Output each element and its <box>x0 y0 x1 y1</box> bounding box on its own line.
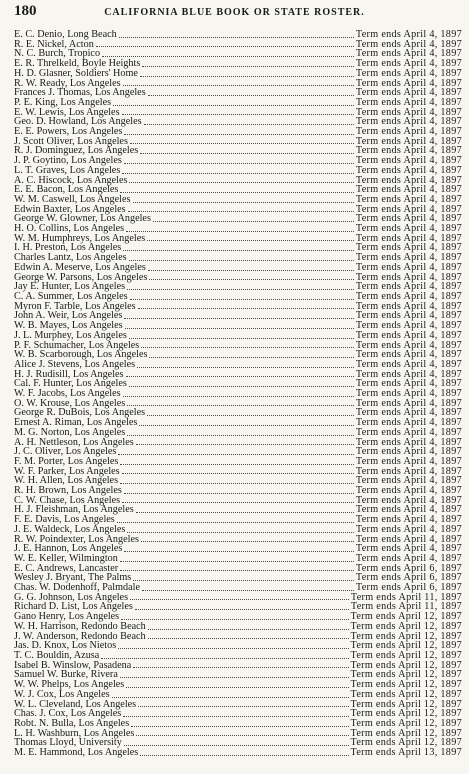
entry-name: Edwin A. Meserve, Los Angeles <box>14 261 146 273</box>
entry-name: W. F. Parker, Los Angeles <box>14 465 120 477</box>
dot-leader <box>101 657 348 659</box>
dot-leader <box>124 162 354 164</box>
entry-term: Term ends April 4, 1897 <box>355 465 462 477</box>
entry-name: W. B. Mayes, Los Angeles <box>14 320 123 332</box>
dot-leader <box>140 75 354 77</box>
entry-term: Term ends April 12, 1897 <box>350 688 462 700</box>
entry-term: Term ends April 4, 1897 <box>355 436 462 448</box>
entry-term: Term ends April 4, 1897 <box>355 155 462 167</box>
dot-leader <box>133 579 354 581</box>
dot-leader <box>102 55 354 57</box>
dot-leader <box>147 239 354 241</box>
dot-leader <box>148 637 349 639</box>
entry-term: Term ends April 4, 1897 <box>355 455 462 467</box>
entry-term: Term ends April 12, 1897 <box>350 630 462 642</box>
dot-leader <box>130 598 349 600</box>
entry-name: R. H. Brown, Los Angeles <box>14 485 122 497</box>
entry-term: Term ends April 6, 1897 <box>355 582 462 594</box>
entry-name: Gano Henry, Los Angeles <box>14 611 120 623</box>
dot-leader <box>136 734 348 736</box>
dot-leader <box>122 501 354 503</box>
dot-leader <box>142 65 354 67</box>
entry-term: Term ends April 4, 1897 <box>355 378 462 390</box>
entry-name: Cal. F. Hunter, Los Angeles <box>14 378 127 390</box>
entry-term: Term ends April 4, 1897 <box>355 339 462 351</box>
entry-term: Term ends April 4, 1897 <box>355 523 462 535</box>
roster-list <box>14 30 462 758</box>
dot-leader <box>149 356 353 358</box>
entry-name: H. D. Glasner, Soldiers' Home <box>14 67 138 79</box>
dot-leader <box>142 589 354 591</box>
entry-term: Term ends April 4, 1897 <box>355 38 462 50</box>
dot-leader <box>119 36 354 38</box>
entry-term: Term ends April 4, 1897 <box>355 310 462 322</box>
entry-term: Term ends April 4, 1897 <box>355 349 462 361</box>
entry-term: Term ends April 4, 1897 <box>355 446 462 458</box>
entry-name: E. E. Powers, Los Angeles <box>14 126 123 138</box>
entry-term: Term ends April 12, 1897 <box>350 727 462 739</box>
entry-name: P. E. King, Los Angeles <box>14 96 112 108</box>
dot-leader <box>129 337 354 339</box>
entry-term: Term ends April 4, 1897 <box>355 485 462 497</box>
entry-term: Term ends April 12, 1897 <box>350 708 462 720</box>
dot-leader <box>147 414 354 416</box>
dot-leader <box>122 172 354 174</box>
dot-leader <box>120 191 354 193</box>
dot-leader <box>124 492 354 494</box>
dot-leader <box>127 531 354 533</box>
entry-term: Term ends April 4, 1897 <box>355 232 462 244</box>
entry-term: Term ends April 4, 1897 <box>355 261 462 273</box>
entry-term: Term ends April 4, 1897 <box>355 116 462 128</box>
dot-leader <box>122 472 354 474</box>
entry-term: Term ends April 4, 1897 <box>355 417 462 429</box>
entry-name: M. G. Norton, Los Angeles <box>14 426 126 438</box>
entry-name: Wesley J. Bryant, The Palms <box>14 572 132 584</box>
entry-term: Term ends April 4, 1897 <box>355 184 462 196</box>
entry-name: E. C. Andrews, Lancaster <box>14 562 119 574</box>
entry-name: J. P. Goytino, Los Angeles <box>14 155 122 167</box>
page-number: 180 <box>14 3 37 19</box>
entry-name: H. J. Fleishman, Los Angeles <box>14 504 134 516</box>
dot-leader <box>126 686 348 688</box>
dot-leader <box>127 434 354 436</box>
entry-term: Term ends April 4, 1897 <box>355 213 462 225</box>
entry-name: I. H. Preston, Los Angeles <box>14 242 122 254</box>
entry-term: Term ends April 4, 1897 <box>355 358 462 370</box>
dot-leader <box>133 666 348 668</box>
entry-name: W. E. Keller, Wilmington <box>14 552 118 564</box>
entry-name: O. W. Krouse, Los Angeles <box>14 397 126 409</box>
dot-leader <box>124 744 349 746</box>
entry-term: Term ends April 4, 1897 <box>355 135 462 147</box>
entry-name: W. J. Cox, Los Angeles <box>14 688 110 700</box>
dot-leader <box>129 259 354 261</box>
entry-term: Term ends April 11, 1897 <box>350 601 462 613</box>
dot-leader <box>135 608 349 610</box>
entry-term: Term ends April 4, 1897 <box>355 96 462 108</box>
entry-term: Term ends April 4, 1897 <box>355 281 462 293</box>
entry-name: W. H. Harrison, Redondo Beach <box>14 620 146 632</box>
entry-term: Term ends April 12, 1897 <box>350 669 462 681</box>
entry-name: H. J. Rudisill, Los Angeles <box>14 368 124 380</box>
dot-leader <box>148 269 354 271</box>
entry-name: Thomas Lloyd, University <box>14 737 122 749</box>
entry-name: W. B. Scarborough, Los Angeles <box>14 349 148 361</box>
dot-leader <box>130 298 354 300</box>
entry-name: H. O. Collins, Los Angeles <box>14 223 125 235</box>
entry-term: Term ends April 4, 1897 <box>355 67 462 79</box>
entry-term: Term ends April 4, 1897 <box>355 126 462 138</box>
entry-term: Term ends April 4, 1897 <box>355 368 462 380</box>
dot-leader <box>126 375 354 377</box>
dot-leader <box>117 521 354 523</box>
entry-name: P. F. Schumacher, Los Angeles <box>14 339 140 351</box>
entry-term: Term ends April 4, 1897 <box>355 397 462 409</box>
entry-term: Term ends April 4, 1897 <box>355 514 462 526</box>
entry-name: Edwin Baxter, Los Angeles <box>14 203 126 215</box>
dot-leader <box>141 540 354 542</box>
dot-leader <box>120 482 354 484</box>
dot-leader <box>96 45 354 47</box>
entry-term: Term ends April 4, 1897 <box>355 164 462 176</box>
dot-leader <box>139 424 354 426</box>
entry-term: Term ends April 4, 1897 <box>355 223 462 235</box>
entry-term: Term ends April 4, 1897 <box>355 77 462 89</box>
entry-name: L. T. Graves, Los Angeles <box>14 164 121 176</box>
dot-leader <box>153 220 354 222</box>
entry-term: Term ends April 12, 1897 <box>350 679 462 691</box>
entry-term: Term ends April 4, 1897 <box>355 543 462 555</box>
dot-leader <box>144 123 354 125</box>
dot-leader <box>122 113 354 115</box>
dot-leader <box>118 453 354 455</box>
entry-term: Term ends April 13, 1897 <box>350 747 462 759</box>
entry-term: Term ends April 12, 1897 <box>350 611 462 623</box>
entry-name: A. H. Nettleson, Los Angeles <box>14 436 134 448</box>
dot-leader <box>120 569 354 571</box>
entry-term: Term ends April 6, 1897 <box>355 562 462 574</box>
dot-leader <box>124 133 354 135</box>
entry-term: Term ends April 4, 1897 <box>355 494 462 506</box>
dot-leader <box>121 618 348 620</box>
dot-leader <box>138 307 354 309</box>
entry-name: R. W. Ready, Los Angeles <box>14 77 121 89</box>
entry-name: George W. Glowner, Los Angeles <box>14 213 151 225</box>
dot-leader <box>138 705 348 707</box>
entry-name: Jas. D. Knox, Los Nietos <box>14 640 117 652</box>
entry-term: Term ends April 12, 1897 <box>350 620 462 632</box>
entry-term: Term ends April 12, 1897 <box>350 650 462 661</box>
dot-leader <box>140 152 354 154</box>
dot-leader <box>127 288 354 290</box>
dot-leader <box>124 317 354 319</box>
entry-name: Samuel W. Burke, Rivera <box>14 669 118 681</box>
entry-term: Term ends April 4, 1897 <box>355 48 462 60</box>
entry-name: Geo. D. Howland, Los Angeles <box>14 116 142 128</box>
entry-name: W. M. Humphreys, Los Angeles <box>14 232 146 244</box>
entry-name: G. G. Johnson, Los Angeles <box>14 591 129 603</box>
dot-leader <box>128 210 354 212</box>
entry-name: Ernest A. Riman, Los Angeles <box>14 417 138 429</box>
entry-name: W. M. Caswell, Los Angeles <box>14 193 131 205</box>
entry-term: Term ends April 4, 1897 <box>355 145 462 157</box>
entry-name: J. L. Murphey, Los Angeles <box>14 329 127 341</box>
entry-name: J. W. Anderson, Redondo Beach <box>14 630 146 642</box>
entry-name: J. E. Waldeck, Los Angeles <box>14 523 126 535</box>
dot-leader <box>133 201 354 203</box>
entry-name: R. E. Nickel, Acton <box>14 38 94 50</box>
entry-term: Term ends April 4, 1897 <box>355 29 462 40</box>
entry-term: Term ends April 12, 1897 <box>350 640 462 652</box>
entry-name: E. R. Threlkeld, Boyle Heights <box>14 58 141 70</box>
dot-leader <box>140 754 348 756</box>
dot-leader <box>123 395 354 397</box>
dot-leader <box>112 696 349 698</box>
entry-term: Term ends April 11, 1897 <box>350 591 462 603</box>
entry-name: John A. Weir, Los Angeles <box>14 310 123 322</box>
entry-term: Term ends April 4, 1897 <box>355 58 462 70</box>
entry-term: Term ends April 4, 1897 <box>355 193 462 205</box>
running-title: CALIFORNIA BLUE BOOK OR STATE ROSTER. <box>104 7 365 18</box>
entry-term: Term ends April 4, 1897 <box>355 203 462 215</box>
entry-name: W. L. Cleveland, Los Angeles <box>14 698 137 710</box>
entry-term: Term ends April 12, 1897 <box>350 698 462 710</box>
entry-name: Frances J. Thomas, Los Angeles <box>14 87 146 99</box>
entry-term: Term ends April 4, 1897 <box>355 504 462 516</box>
entry-name: W. F. Jacobs, Los Angeles <box>14 388 121 400</box>
entry-name: R. W. Poindexter, Los Angeles <box>14 533 139 545</box>
dot-leader <box>120 560 354 562</box>
entry-name: J. C. Oliver, Los Angeles <box>14 446 117 458</box>
roster-entry <box>14 748 462 758</box>
entry-name: F. E. Davis, Los Angeles <box>14 514 115 526</box>
dot-leader <box>120 463 354 465</box>
dot-leader <box>141 346 354 348</box>
dot-leader <box>148 94 354 96</box>
dot-leader <box>130 142 354 144</box>
entry-name: L. H. Washburn, Los Angeles <box>14 727 135 739</box>
entry-name: W. W. Phelps, Los Angeles <box>14 679 125 691</box>
entry-term: Term ends April 4, 1897 <box>355 329 462 341</box>
entry-term: Term ends April 4, 1897 <box>355 552 462 564</box>
entry-name: C. W. Chase, Los Angeles <box>14 494 121 506</box>
entry-name: Myron F. Tarble, Los Angeles <box>14 300 136 312</box>
entry-name: George R. DuBois, Los Angeles <box>14 407 146 419</box>
dot-leader <box>149 278 354 280</box>
entry-term: Term ends April 4, 1897 <box>355 388 462 400</box>
dot-leader <box>136 511 354 513</box>
entry-term: Term ends April 4, 1897 <box>355 300 462 312</box>
entry-term: Term ends April 4, 1897 <box>355 533 462 545</box>
entry-name: Chas. J. Cox, Los Angeles <box>14 708 122 720</box>
entry-name: W. H. Allen, Los Angeles <box>14 475 119 487</box>
entry-name: T. C. Bouldin, Azusa <box>14 650 100 661</box>
entry-name: M. E. Hammond, Los Angeles <box>14 747 139 759</box>
entry-term: Term ends April 6, 1897 <box>355 572 462 584</box>
entry-term: Term ends April 12, 1897 <box>350 717 462 729</box>
dot-leader <box>120 676 349 678</box>
page-header <box>0 0 469 26</box>
dot-leader <box>113 104 354 106</box>
entry-name: J. E. Hannon, Los Angeles <box>14 543 123 555</box>
entry-name: Charles Lantz, Los Angeles <box>14 252 127 264</box>
dot-leader <box>127 404 354 406</box>
entry-name: Robt. N. Bulla, Los Angeles <box>14 717 130 729</box>
entry-name: C. A. Summer, Los Angeles <box>14 290 128 302</box>
entry-term: Term ends April 4, 1897 <box>355 174 462 186</box>
dot-leader <box>129 385 354 387</box>
dot-leader <box>129 181 353 183</box>
entry-term: Term ends April 4, 1897 <box>355 426 462 438</box>
dot-leader <box>123 249 354 251</box>
entry-name: E. C. Denio, Long Beach <box>14 29 117 40</box>
entry-name: Richard D. List, Los Angeles <box>14 601 133 613</box>
entry-term: Term ends April 4, 1897 <box>355 271 462 283</box>
entry-name: Isabel B. Winslow, Pasadena <box>14 659 132 671</box>
entry-name: F. M. Porter, Los Angeles <box>14 455 119 467</box>
entry-name: J. Scott Oliver, Los Angeles <box>14 135 128 147</box>
entry-term: Term ends April 12, 1897 <box>350 659 462 671</box>
dot-leader <box>118 647 348 649</box>
entry-term: Term ends April 4, 1897 <box>355 106 462 118</box>
entry-term: Term ends April 4, 1897 <box>355 252 462 264</box>
entry-name: N. C. Burch, Tropico <box>14 48 101 60</box>
entry-term: Term ends April 4, 1897 <box>355 87 462 99</box>
entry-term: Term ends April 4, 1897 <box>355 407 462 419</box>
entry-name: R. J. Dominguez, Los Angeles <box>14 145 139 157</box>
entry-name: Jay E. Hunter, Los Angeles <box>14 281 126 293</box>
dot-leader <box>131 725 348 727</box>
dot-leader <box>136 443 354 445</box>
entry-term: Term ends April 12, 1897 <box>350 737 462 749</box>
dot-leader <box>123 715 348 717</box>
entry-name: E. E. Bacon, Los Angeles <box>14 184 119 196</box>
entry-name: George W. Parsons, Los Angeles <box>14 271 148 283</box>
dot-leader <box>123 84 354 86</box>
dot-leader <box>124 550 354 552</box>
dot-leader <box>137 366 354 368</box>
entry-name: Chas. W. Dodenhoff, Palmdale <box>14 582 141 594</box>
dot-leader <box>126 230 354 232</box>
dot-leader <box>125 327 354 329</box>
entry-term: Term ends April 4, 1897 <box>355 475 462 487</box>
entry-term: Term ends April 4, 1897 <box>355 290 462 302</box>
entry-name: A. C. Hiscock, Los Angeles <box>14 174 128 186</box>
entry-term: Term ends April 4, 1897 <box>355 320 462 332</box>
entry-name: Alice J. Stevens, Los Angeles <box>14 358 136 370</box>
dot-leader <box>148 628 349 630</box>
entry-term: Term ends April 4, 1897 <box>355 242 462 254</box>
entry-name: E. W. Lewis, Los Angeles <box>14 106 120 118</box>
